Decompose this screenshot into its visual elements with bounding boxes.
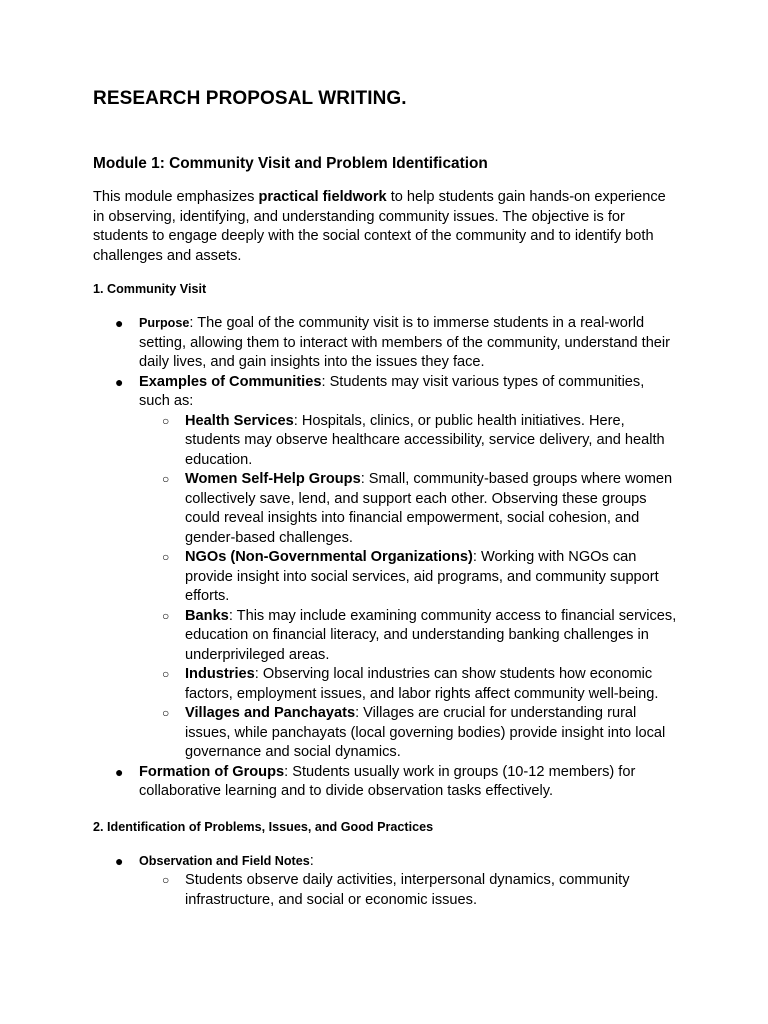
- list-item-health-services: [139, 412, 678, 471]
- section-heading-community-visit: 1. Community Visit: [93, 282, 207, 296]
- villages-text: : Villages are crucial for understanding rural issues, while panchayats (local governing bodies) provide insight into local governance and social dynamics.: [185, 705, 666, 760]
- intro-text-pre: This module emphasizes: [93, 189, 259, 205]
- circle-bullet-icon: ○: [162, 608, 170, 623]
- term-health-services: Health Services: [185, 412, 294, 429]
- term-women-shg: Women Self-Help Groups: [185, 471, 361, 487]
- term-industries: Industries: [185, 666, 255, 682]
- bullet-icon: ●: [115, 852, 124, 869]
- formation-text: : Students usually work in groups (10-12 members) for collaborative learning and to divide observation tasks effectively.: [139, 763, 636, 799]
- observe-daily-text: Students observe daily activities, interpersonal dynamics, community infrastructure, and social or economic issues.: [185, 872, 630, 908]
- term-examples: Examples of Communities: [139, 373, 322, 390]
- term-purpose: Purpose: [139, 316, 190, 330]
- term-formation: Formation of Groups: [139, 763, 285, 780]
- circle-bullet-icon: ○: [162, 667, 170, 681]
- list-item-villages: [139, 704, 678, 763]
- women-shg-text: : Small, community-based groups where women collectively save, lend, and support each other. Observing these groups could reveal insights into financial empowerment, social cohesion, and gender-based challenges.: [185, 471, 673, 546]
- community-types-list: [139, 412, 678, 763]
- list-item-observe-daily: [139, 871, 678, 910]
- term-banks: Banks: [185, 607, 229, 624]
- document-title: RESEARCH PROPOSAL WRITING.: [93, 88, 407, 109]
- term-observation: Observation and Field Notes: [139, 853, 310, 868]
- circle-bullet-icon: ○: [162, 550, 170, 564]
- health-services-text: : Hospitals, clinics, or public health initiatives. Here, students may observe healthcare accessibility, service delivery, and health education.: [185, 412, 665, 468]
- intro-text-bold: practical fieldwork: [258, 189, 387, 205]
- banks-text: : This may include examining community access to financial services, education on financial literacy, and understanding banking challenges in underprivileged areas.: [185, 607, 677, 663]
- community-visit-list: [93, 314, 678, 802]
- ngos-text: : Working with NGOs can provide insight into social services, aid programs, and community support efforts.: [185, 549, 659, 604]
- intro-paragraph: [93, 188, 678, 266]
- list-item-industries: [139, 665, 678, 704]
- observation-sublist: [139, 871, 678, 910]
- list-item-examples: [93, 373, 678, 763]
- bullet-icon: ●: [115, 763, 124, 780]
- identification-list: [93, 852, 678, 911]
- list-item-purpose: [93, 314, 678, 373]
- list-item-formation: [93, 763, 678, 802]
- module-title: Module 1: Community Visit and Problem Identification: [93, 155, 488, 172]
- observation-colon: :: [309, 852, 314, 869]
- industries-text: : Observing local industries can show students how economic factors, employment issues, and labor rights affect community well-being.: [185, 666, 659, 702]
- circle-bullet-icon: ○: [162, 472, 170, 486]
- circle-bullet-icon: ○: [162, 413, 170, 428]
- intro-text-post: to help students gain hands-on experience in observing, identifying, and understanding community issues. The objective is for students to engage deeply with the social context of the community and to identify both challenges and assets.: [93, 189, 666, 264]
- examples-text: : Students may visit various types of communities, such as:: [139, 373, 645, 409]
- list-item-ngos: [139, 548, 678, 607]
- purpose-text: : The goal of the community visit is to immerse students in a real-world setting, allowing them to interact with members of the community, understand their daily lives, and gain insights into the issues they face.: [139, 315, 671, 370]
- term-villages: Villages and Panchayats: [185, 705, 356, 721]
- bullet-icon: ●: [115, 315, 124, 331]
- circle-bullet-icon: ○: [162, 706, 170, 720]
- term-ngos: NGOs (Non-Governmental Organizations): [185, 549, 473, 565]
- list-item-women-shg: [139, 470, 678, 548]
- section-heading-identification: 2. Identification of Problems, Issues, and Good Practices: [93, 819, 434, 834]
- circle-bullet-icon: ○: [162, 873, 170, 887]
- list-item-observation: [93, 852, 678, 911]
- list-item-banks: [139, 607, 678, 666]
- bullet-icon: ●: [115, 373, 124, 390]
